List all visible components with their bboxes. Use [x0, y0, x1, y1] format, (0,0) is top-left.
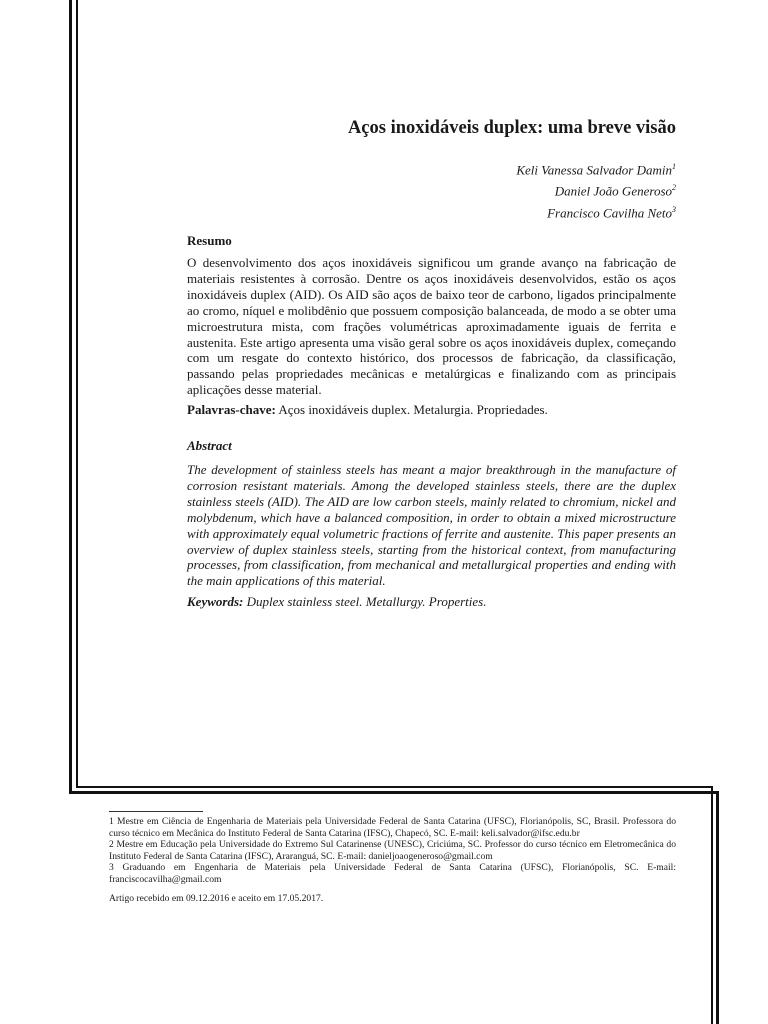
footnote: 1 Mestre em Ciência de Engenharia de Materiais pela Universidade Federal de Santa Catarina (UFSC), Florianópolis, SC, Brasil. Professora do curso técnico em Mecânica do Instituto Federal de Santa Catarina (IFSC), Chapecó, SC. E-mail: keli.salvador@ifsc.edu.br: [109, 816, 676, 839]
keywords-text: Duplex stainless steel. Metallurgy. Properties.: [243, 594, 487, 609]
footnote: 2 Mestre em Educação pela Universidade do Extremo Sul Catarinense (UNESC), Criciúma, SC. Professor do curso técnico em Eletromecânica do Instituto Federal de Santa Catarina (IFSC), Araranguá, SC. E-mail: danieljoaogeneroso@gmail.com: [109, 839, 676, 862]
frame-outer-left: [69, 0, 72, 794]
keywords-label: Keywords:: [187, 594, 244, 609]
palavras-chave-text: Aços inoxidáveis duplex. Metalurgia. Propriedades.: [275, 402, 548, 417]
palavras-chave-label: Palavras-chave:: [187, 402, 276, 417]
author-line: [516, 201, 676, 222]
abstract-body: [187, 462, 676, 589]
footnote-rule: [109, 811, 203, 812]
frame-outer-bottom: [69, 791, 719, 794]
author-line: [516, 179, 676, 200]
frame-outer-right: [716, 791, 719, 1024]
resumo-section: [187, 233, 676, 249]
resumo-body: [187, 255, 676, 398]
author-name: Daniel João Generoso: [554, 183, 672, 199]
frame-inner-right: [711, 786, 713, 1024]
abstract-section: [187, 438, 676, 454]
article-title: Aços inoxidáveis duplex: uma breve visão: [347, 118, 676, 138]
footnotes: [109, 816, 676, 886]
author-list: [516, 158, 676, 222]
footnote: 3 Graduando em Engenharia de Materiais pela Universidade Federal de Santa Catarina (UFSC), Florianópolis, SC. E-mail: franciscocavilha@gmail.com: [109, 862, 676, 885]
author-line: [516, 158, 676, 179]
frame-inner-left: [76, 0, 78, 788]
resumo-text: O desenvolvimento dos aços inoxidáveis significou um grande avanço na fabricação de materiais resistentes à corrosão. Dentre os aços inoxidáveis desenvolvidos, estão os aços inoxidáveis duplex (AID). Os AID são aços de baixo teor de carbono, ligados principalmente ao cromo, níquel e molibdênio que possuem composição balanceada, de modo a se obter uma microestrutura mista, com frações volumétricas aproximadamente iguais de ferrita e austenita. Este artigo apresenta uma visão geral sobre os aços inoxidáveis duplex, começando com um resgate do contexto histórico, dos processos de fabricação, da classificação, passando pelas propriedades mecânicas e metalúrgicas e finalizando com as principais aplicações desse material.: [187, 255, 676, 398]
abstract-heading: Abstract: [187, 438, 232, 453]
frame-inner-bottom: [76, 786, 713, 788]
author-footnote-mark: 2: [672, 183, 676, 193]
palavras-chave: [187, 402, 676, 418]
keywords: [187, 594, 676, 610]
resumo-heading: Resumo: [187, 233, 232, 248]
author-name: Francisco Cavilha Neto: [547, 204, 672, 220]
author-footnote-mark: 1: [672, 162, 676, 171]
author-footnote-mark: 3: [672, 204, 676, 214]
abstract-text: The development of stainless steels has meant a major breakthrough in the manufacture of corrosion resistant materials. Among the developed stainless steels, there are the duplex stainless steels (AID). The AID are low carbon steels, mainly related to chromium, nickel and molybdenum, which have a balanced composition, in order to obtain a mixed microstructure with approximately equal volumetric fractions of ferrite and austenite. This paper presents an overview of duplex stainless steels, starting from the historical context, from manufacturing processes, from classification, from mechanical and metallurgical properties and ending with the main applications of this material.: [187, 462, 676, 589]
author-name: Keli Vanessa Salvador Damin: [516, 162, 672, 178]
received-note: Artigo recebido em 09.12.2016 e aceito em 17.05.2017.: [109, 893, 324, 904]
